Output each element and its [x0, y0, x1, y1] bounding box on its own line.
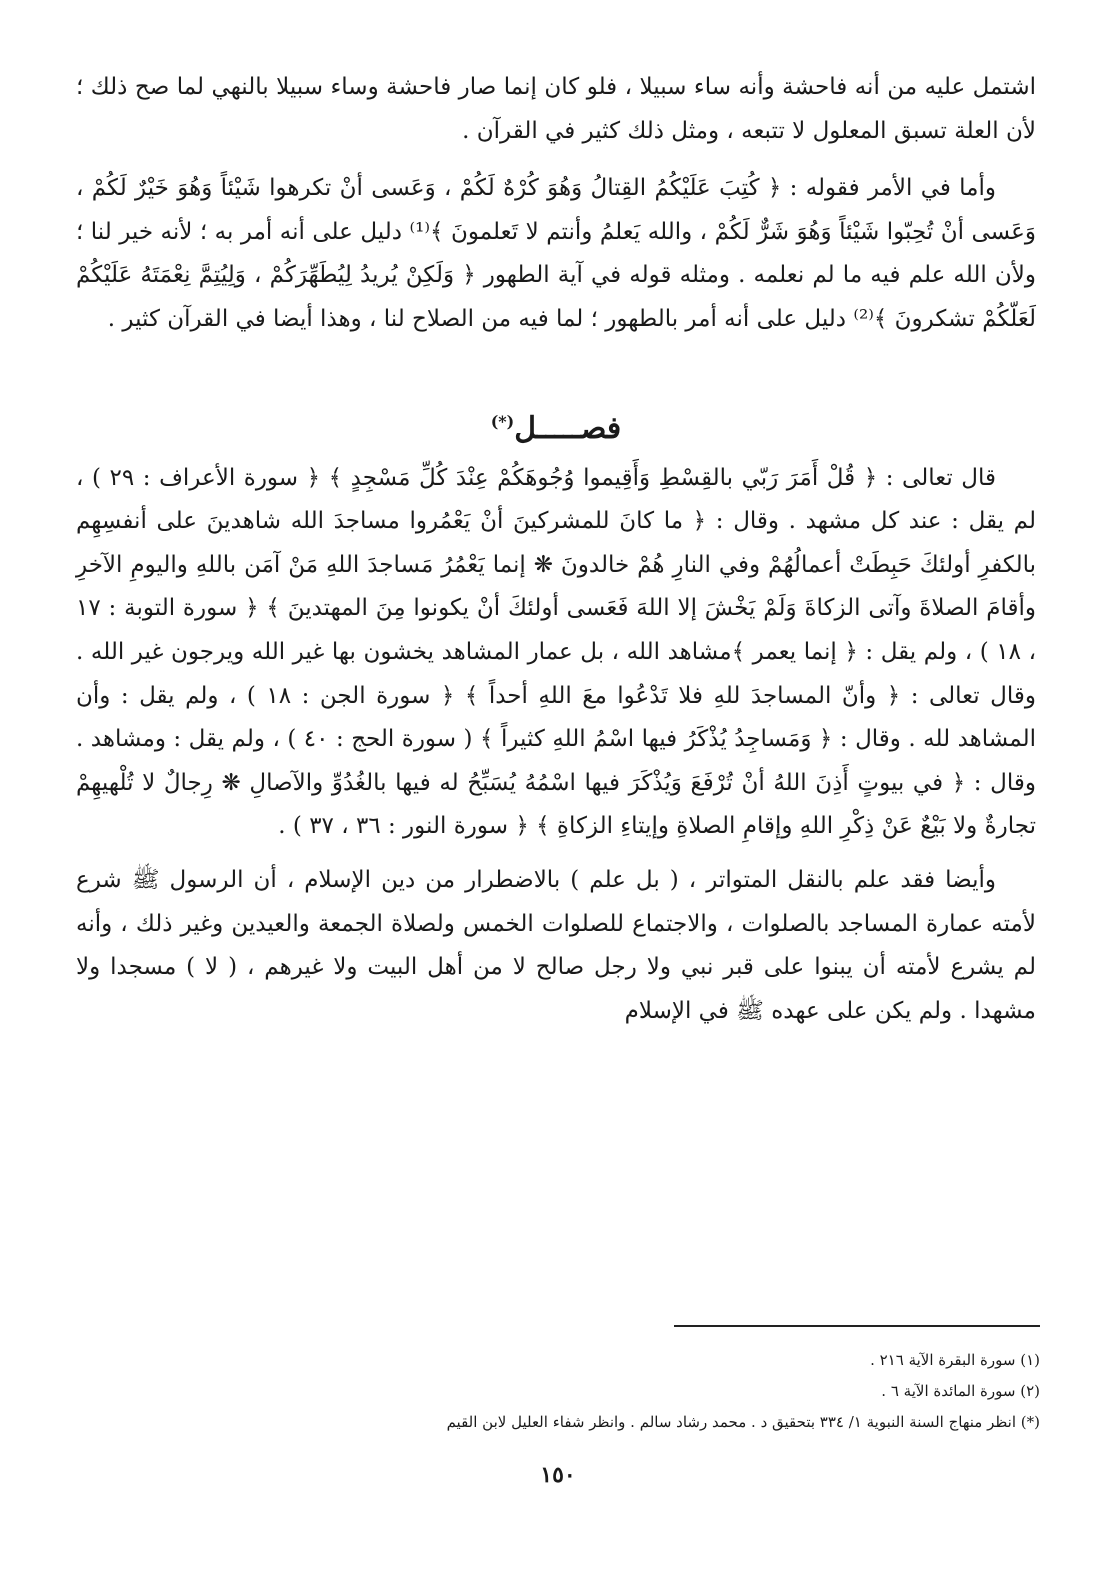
section-heading-mark: (*): [490, 411, 515, 431]
footnote-3: (*) انظر منهاج السنة النبوية ١/ ٣٣٤ بتحقيق د . محمد رشاد سالم . وانظر شفاء العليل لابن القيم: [446, 1413, 1040, 1431]
paragraph-4: وأيضا فقد علم بالنقل المتواتر ، ( بل علم ) بالاضطرار من دين الإسلام ، أن الرسول ﷺ شرع لأمته عمارة المساجد بالصلوات ، والاجتماع للصلوات الخمس ولصلاة الجمعة والعيدين وغير ذلك ، وأنه لم يشرع لأمته أن يبنوا على قبر نبي ولا رجل صالح لا من أهل البيت ولا غيرهم ، ( لا ) مسجدا ولا مشهدا . ولم يكن على عهده ﷺ في الإسلام: [76, 866, 1036, 1024]
footnote-1: (١) سورة البقرة الآية ٢١٦ .: [870, 1351, 1040, 1369]
section-heading-text: فصـــــل: [514, 410, 622, 446]
paragraph-1: اشتمل عليه من أنه فاحشة وأنه ساء سبيلا ، فلو كان إنما صار فاحشة وساء سبيلا بالنهي لما صح ذلك ؛ لأن العلة تسبق المعلول لا تتبعه ، ومثل ذلك كثير في القرآن .: [76, 74, 1036, 144]
footnote-divider: [674, 1325, 1040, 1327]
paragraph-3: قال تعالى : ﴿ قُلْ أَمَرَ رَبّي بالقِسْطِ وَأَقِيموا وُجُوهَكُمْ عِنْدَ كُلِّ مَسْجِدٍ ﴾ ﴿ سورة الأعراف : ٢٩ ) ، لم يقل : عند كل مشهد . وقال : ﴿ ما كانَ للمشركينَ أنْ يَعْمُروا مساجدَ الله شاهدينَ على أنفسِهِم بالكفرِ أولئكَ حَبِطَتْ أعمالُهُمْ وفي النارِ هُمْ خالدونَ ❋ إنما يَعْمُرُ مَساجدَ اللهِ مَنْ آمَن باللهِ واليومِ الآخرِ وأقامَ الصلاةَ وآتى الزكاةَ وَلَمْ يَخْشَ إلا اللهَ فَعَسى أولئكَ أنْ يكونوا مِنَ المهتدينَ ﴾ ﴿ سورة التوبة : ١٧ ، ١٨ ) ، ولم يقل : ﴿ إنما يعمر ﴾مشاهد الله ، بل عمار المشاهد يخشون بها غير الله ويرجون غير الله . وقال تعالى : ﴿ وأنّ المساجدَ للهِ فلا تَدْعُوا معَ اللهِ أحداً ﴾ ﴿ سورة الجن : ١٨ ) ، ولم يقل : وأن المشاهد لله . وقال : ﴿ وَمَساجِدُ يُذْكَرُ فيها اسْمُ اللهِ كثيراً ﴾ ( سورة الحج : ٤٠ ) ، ولم يقل : ومشاهد . وقال : ﴿ في بيوتٍ أَذِنَ اللهُ أنْ تُرْفَعَ وَيُذْكَرَ فيها اسْمُهُ يُسَبِّحُ له فيها بالغُدُوِّ والآصالِ ❋ رِجالٌ لا تُلْهيهِمْ تجارةٌ ولا بَيْعٌ عَنْ ذِكْرِ اللهِ وإقامِ الصلاةِ وإيتاءِ الزكاةِ ﴾ ﴿ سورة النور : ٣٦ ، ٣٧ ) .: [76, 464, 1036, 840]
paragraph-2: وأما في الأمر فقوله : ﴿ كُتِبَ عَلَيْكُمُ القِتالُ وَهُوَ كُرْهٌ لَكُمْ ، وَعَسى أنْ تكرهوا شَيْئاً وَهُوَ خَيْرٌ لَكُمْ ، وَعَسى أنْ تُحِبّوا شَيْئاً وَهُوَ شَرٌّ لَكُمْ ، والله يَعلمُ وأنتم لا تَعلمونَ ﴾⁽¹⁾ دليل على أنه أمر به ؛ لأنه خير لنا ؛ ولأن الله علم فيه ما لم نعلمه . ومثله قوله في آية الطهور ﴿ وَلَكِنْ يُريدُ لِيُطَهِّرَكُمْ ، وَلِيُتِمَّ نِعْمَتَهُ عَلَيْكُمْ لَعَلّكُمْ تشكرونَ ﴾⁽²⁾ دليل على أنه أمر بالطهور ؛ لما فيه من الصلاح لنا ، وهذا أيضا في القرآن كثير .: [76, 175, 1036, 332]
section-heading: [76, 402, 1036, 449]
page-body: [76, 66, 1036, 1033]
footnote-2: (٢) سورة المائدة الآية ٦ .: [881, 1382, 1040, 1400]
footnotes: [80, 1345, 1040, 1438]
page-number: ١٥٠: [540, 1462, 576, 1488]
